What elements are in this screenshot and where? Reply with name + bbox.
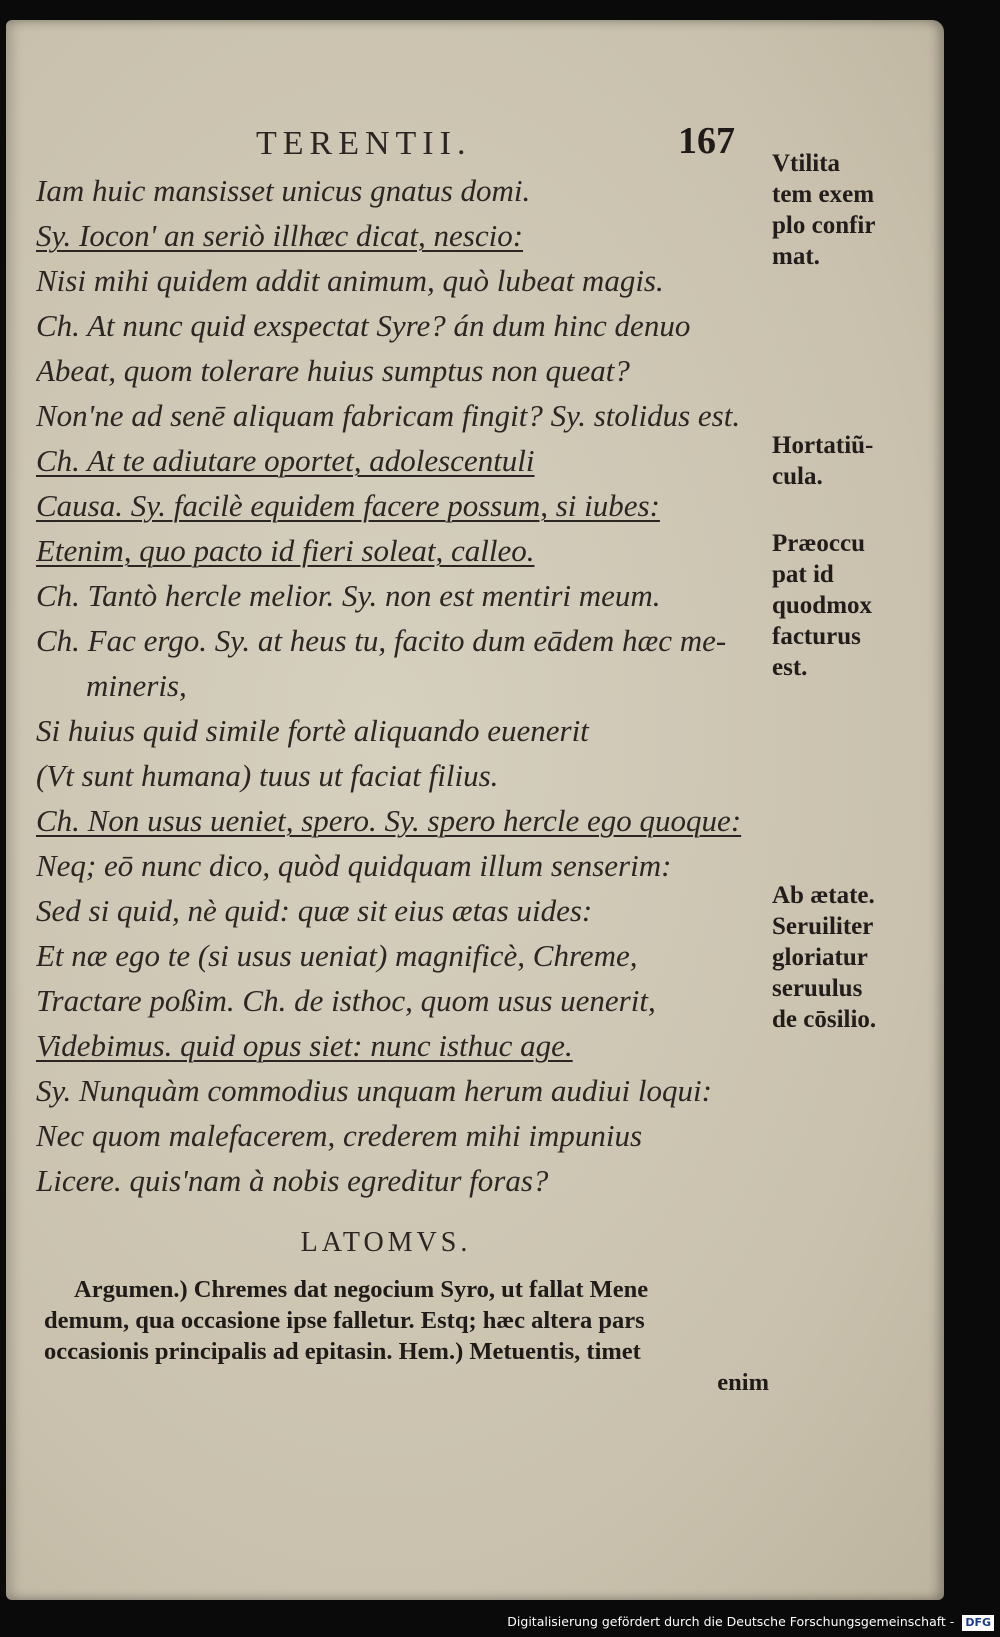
verse-line: Sy. Nunquàm commodius unquam herum audiui loqui: <box>36 1073 712 1108</box>
verse-line: Et næ ego te (si usus ueniat) magnificè, Chreme, <box>36 938 638 973</box>
verse-line: Abeat, quom tolerare huius sumptus non queat? <box>36 353 630 388</box>
verse-line: Ch. At te adiutare oportet, adolescentuli <box>36 443 535 478</box>
verse-line: Iam huic mansisset unicus gnatus domi. <box>36 173 531 208</box>
verse-line: Tractare poßim. Ch. de isthoc, quom usus uenerit, <box>36 983 656 1018</box>
verse-line: Non'ne ad senē aliquam fabricam fingit? Sy. stolidus est. <box>36 398 741 433</box>
verse-line: Ch. Non usus ueniet, spero. Sy. spero hercle ego quoque: <box>36 803 742 838</box>
verse-line: Si huius quid simile fortè aliquando euenerit <box>36 713 589 748</box>
marginal-note-line: seruulus <box>772 975 863 1002</box>
marginal-note-line: Hortatiũ- <box>772 432 874 459</box>
marginal-note <box>772 148 952 272</box>
verse-line: Etenim, quo pacto id fieri soleat, calleo. <box>36 533 535 568</box>
credit-text: Digitalisierung gefördert durch die Deutsche Forschungsgemeinschaft - <box>507 1614 955 1629</box>
verse-line: mineris, <box>86 668 187 703</box>
verse-line: Nec quom malefacerem, crederem mihi impunius <box>36 1118 643 1153</box>
digitization-credit <box>507 1611 994 1633</box>
marginal-note-line: pat id <box>772 561 834 588</box>
marginal-note-line: de cōsilio. <box>772 1006 877 1033</box>
commentary-line: occasionis principalis ad epitasin. Hem.) Metuentis, timet <box>44 1338 641 1365</box>
running-title: TERENTII. <box>256 125 472 162</box>
marginal-note-line: Præoccu <box>772 530 866 557</box>
marginal-note-line: gloriatur <box>772 944 868 971</box>
verse-line: Sed si quid, nè quid: quæ sit eius ætas uides: <box>36 893 593 928</box>
verse-line: Ch. Tantò hercle melior. Sy. non est mentiri meum. <box>36 578 661 613</box>
page-number: 167 <box>678 120 735 162</box>
marginal-note-line: plo confir <box>772 212 876 239</box>
marginal-note-line: mat. <box>772 243 820 270</box>
marginal-note-line: Seruiliter <box>772 913 874 940</box>
verse-line: Licere. quis'nam à nobis egreditur foras? <box>36 1163 549 1198</box>
marginal-note-line: facturus <box>772 623 861 650</box>
commentator-heading: LATOMVS. <box>300 1227 472 1258</box>
marginal-note-line: est. <box>772 654 808 681</box>
book-page <box>6 20 944 1600</box>
verse-line: Ch. At nunc quid exspectat Syre? án dum hinc denuo <box>36 308 691 343</box>
commentary-argument <box>44 1274 769 1398</box>
verse-line: Neq; eō nunc dico, quòd quidquam illum senserim: <box>36 848 672 883</box>
marginal-note <box>772 880 952 1035</box>
marginal-note-line: quodmox <box>772 592 873 619</box>
marginal-note-line: tem exem <box>772 181 875 208</box>
marginal-note <box>772 430 952 492</box>
commentary-line: Argumen.) Chremes dat negocium Syro, ut fallat Mene <box>74 1276 649 1303</box>
marginal-note-line: cula. <box>772 463 823 490</box>
verse-line: Ch. Fac ergo. Sy. at heus tu, facito dum eādem hæc me- <box>36 623 727 658</box>
verse-text <box>36 168 776 1203</box>
catchword: enim <box>717 1369 769 1396</box>
marginal-note <box>772 528 952 683</box>
verse-line: Sy. Iocon' an seriò illhæc dicat, nescio: <box>36 218 524 253</box>
marginal-note-line: Ab ætate. <box>772 882 875 909</box>
verse-line: Causa. Sy. facilè equidem facere possum, si iubes: <box>36 488 660 523</box>
verse-line: (Vt sunt humana) tuus ut faciat filius. <box>36 758 499 793</box>
verse-line: Nisi mihi quidem addit animum, quò lubeat magis. <box>36 263 664 298</box>
dfg-logo: DFG <box>962 1615 994 1631</box>
verse-line: Videbimus. quid opus siet: nunc isthuc age. <box>36 1028 573 1063</box>
running-header <box>6 115 766 167</box>
commentary-line: demum, qua occasione ipse falletur. Estq; hæc altera pars <box>44 1307 645 1334</box>
marginal-note-line: Vtilita <box>772 150 841 177</box>
